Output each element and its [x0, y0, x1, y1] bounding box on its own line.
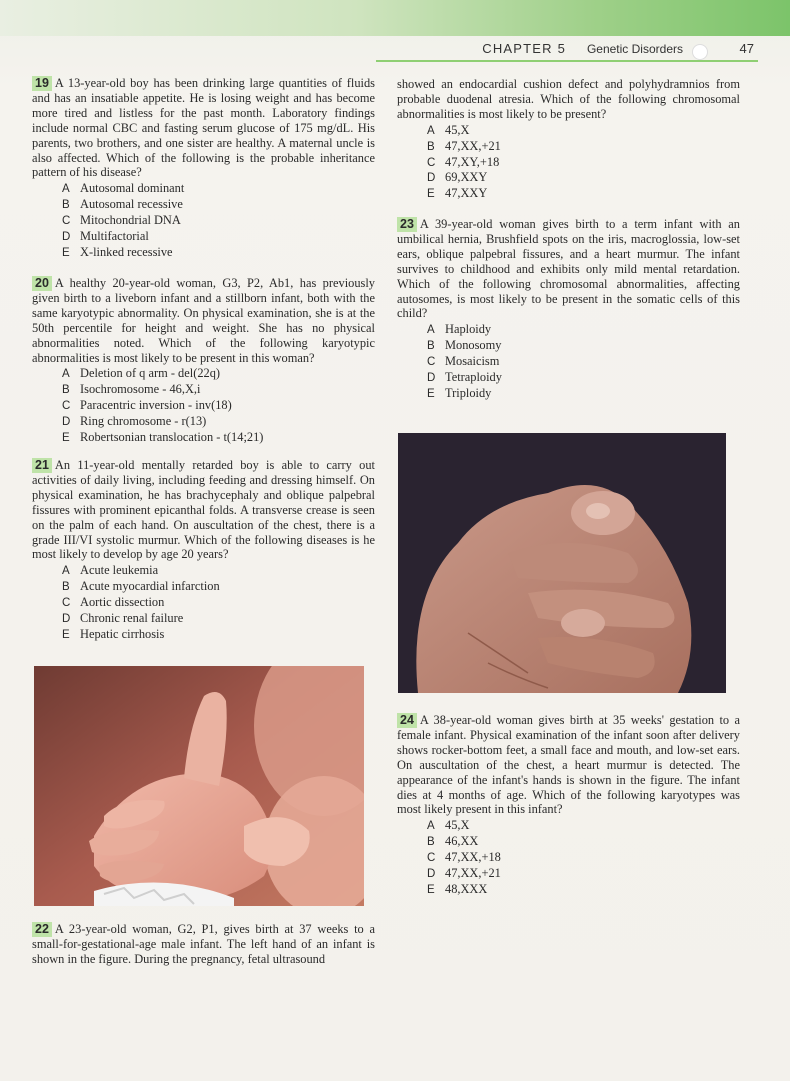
- option-d[interactable]: D Tetraploidy: [427, 370, 502, 385]
- option-e[interactable]: E 48,XXX: [427, 881, 488, 896]
- question-stem: A 23-year-old woman, G2, P1, gives birth at 37 weeks to a small-for-gestational-age male infant. The left hand of an infant is shown in the figure. During the pregnancy, fetal ultrasound: [32, 922, 375, 966]
- option-d[interactable]: D Multifactorial: [62, 229, 149, 244]
- question-21: [32, 458, 375, 643]
- question-stem: An 11-year-old mentally retarded boy is able to carry out activities of daily living, including feeding and dressing himself. On physical examination, he has brachycephaly and oblique palpebral fissures with prominent epicanthal folds. A transverse crease is seen on the palm of each hand. On auscultation of the chest, there is a grade III/VI systolic murmur. Which of the following diseases is he most likely to develop by age 20 years?: [32, 458, 375, 562]
- option-c[interactable]: C 47,XX,+18: [427, 850, 501, 865]
- option-c[interactable]: C Mosaicism: [427, 354, 500, 369]
- question-stem: A 13-year-old boy has been drinking large quantities of fluids and has an insatiable appetite. He is losing weight and has become more tired and listless for the past month. Laboratory findings include normal CBC and fasting serum glucose of 175 mg/dL. His parents, two brothers, and one sister are healthy. A maternal uncle is also affected. Which of the following is the probable inheritance pattern of his disease?: [32, 76, 375, 180]
- question-20: [32, 276, 375, 446]
- answer-options: [427, 123, 740, 203]
- option-e[interactable]: E X-linked recessive: [62, 244, 173, 259]
- infant-hand-image: [34, 666, 364, 906]
- answer-options: [62, 563, 375, 643]
- question-number: 21: [32, 458, 52, 473]
- option-d[interactable]: D 69,XXY: [427, 170, 488, 185]
- option-a[interactable]: A Deletion of q arm - del(22q): [62, 366, 221, 381]
- question-number: 24: [397, 713, 417, 728]
- option-c[interactable]: C Paracentric inversion - inv(18): [62, 398, 232, 413]
- option-e[interactable]: E Hepatic cirrhosis: [62, 626, 165, 641]
- question-22-continued: [397, 77, 740, 202]
- running-header: [0, 36, 790, 62]
- option-a[interactable]: A 45,X: [427, 122, 470, 137]
- question-stem-continued: showed an endocardial cushion defect and polyhydramnios from probable duodenal atresia. Which of the following chromosomal abnormalities is most likely to be present?: [397, 77, 740, 121]
- option-d[interactable]: D Chronic renal failure: [62, 611, 184, 626]
- question-stem: A healthy 20-year-old woman, G3, P2, Ab1, has previously given birth to a liveborn infant and a stillborn infant, both with the same karyotypic abnormality. On physical examination, she is at the 50th percentile for height and weight. She has no physical abnormalities noted. Which of the following karyotypic abnormalities is most likely to be present in this woman?: [32, 276, 375, 365]
- answer-options: [427, 322, 740, 402]
- option-a[interactable]: A Acute leukemia: [62, 563, 159, 578]
- chapter-title: Genetic Disorders: [586, 42, 683, 56]
- chapter-label: CHAPTER 5: [482, 41, 566, 56]
- header-color-band: [0, 0, 790, 36]
- question-19: [32, 76, 375, 261]
- header-bullet: [692, 44, 708, 60]
- header-rule: [376, 60, 758, 62]
- question-number: 20: [32, 276, 52, 291]
- question-22: [32, 922, 375, 967]
- option-e[interactable]: E Triploidy: [427, 385, 492, 400]
- answer-options: [62, 366, 375, 446]
- option-a[interactable]: A 45,X: [427, 818, 470, 833]
- option-b[interactable]: B Isochromosome - 46,X,i: [62, 382, 201, 397]
- option-b[interactable]: B 47,XX,+21: [427, 138, 501, 153]
- question-number: 23: [397, 217, 417, 232]
- option-b[interactable]: B 46,XX: [427, 834, 479, 849]
- option-c[interactable]: C Mitochondrial DNA: [62, 213, 181, 228]
- option-b[interactable]: B Autosomal recessive: [62, 197, 183, 212]
- option-e[interactable]: E Robertsonian translocation - t(14;21): [62, 430, 264, 445]
- option-a[interactable]: A Haploidy: [427, 322, 492, 337]
- option-b[interactable]: B Acute myocardial infarction: [62, 579, 220, 594]
- answer-options: [62, 181, 375, 261]
- clenched-hand-image: [398, 433, 726, 693]
- answer-options: [427, 818, 740, 898]
- option-c[interactable]: C 47,XY,+18: [427, 154, 500, 169]
- question-23: [397, 217, 740, 402]
- option-e[interactable]: E 47,XXY: [427, 186, 488, 201]
- option-b[interactable]: B Monosomy: [427, 338, 502, 353]
- question-number: 22: [32, 922, 52, 937]
- option-d[interactable]: D 47,XX,+21: [427, 866, 501, 881]
- option-d[interactable]: D Ring chromosome - r(13): [62, 414, 207, 429]
- figure-infant-hand: [34, 666, 364, 906]
- option-c[interactable]: C Aortic dissection: [62, 595, 165, 610]
- question-number: 19: [32, 76, 52, 91]
- page-number: 47: [739, 41, 754, 56]
- figure-clenched-hand: [398, 433, 726, 693]
- question-stem: A 39-year-old woman gives birth to a term infant with an umbilical hernia, Brushfield spots on the iris, macroglossia, low-set ears, oblique palpebral fissures, and a heart murmur. The infant survives to childhood and exhibits only mild mental retardation. Which of the following chromosomal abnormalities, affecting autosomes, is most likely to be present in the somatic cells of this child?: [397, 217, 740, 321]
- question-stem: A 38-year-old woman gives birth at 35 weeks' gestation to a female infant. Physical examination of the infant soon after delivery shows rocker-bottom feet, a small face and mouth, and low-set ears. On auscultation of the chest, a heart murmur is detected. The appearance of the infant's hands is shown in the figure. The infant dies at 4 months of age. Which of the following karyotypes was most likely present in this infant?: [397, 713, 740, 817]
- question-24: [397, 713, 740, 898]
- option-a[interactable]: A Autosomal dominant: [62, 181, 185, 196]
